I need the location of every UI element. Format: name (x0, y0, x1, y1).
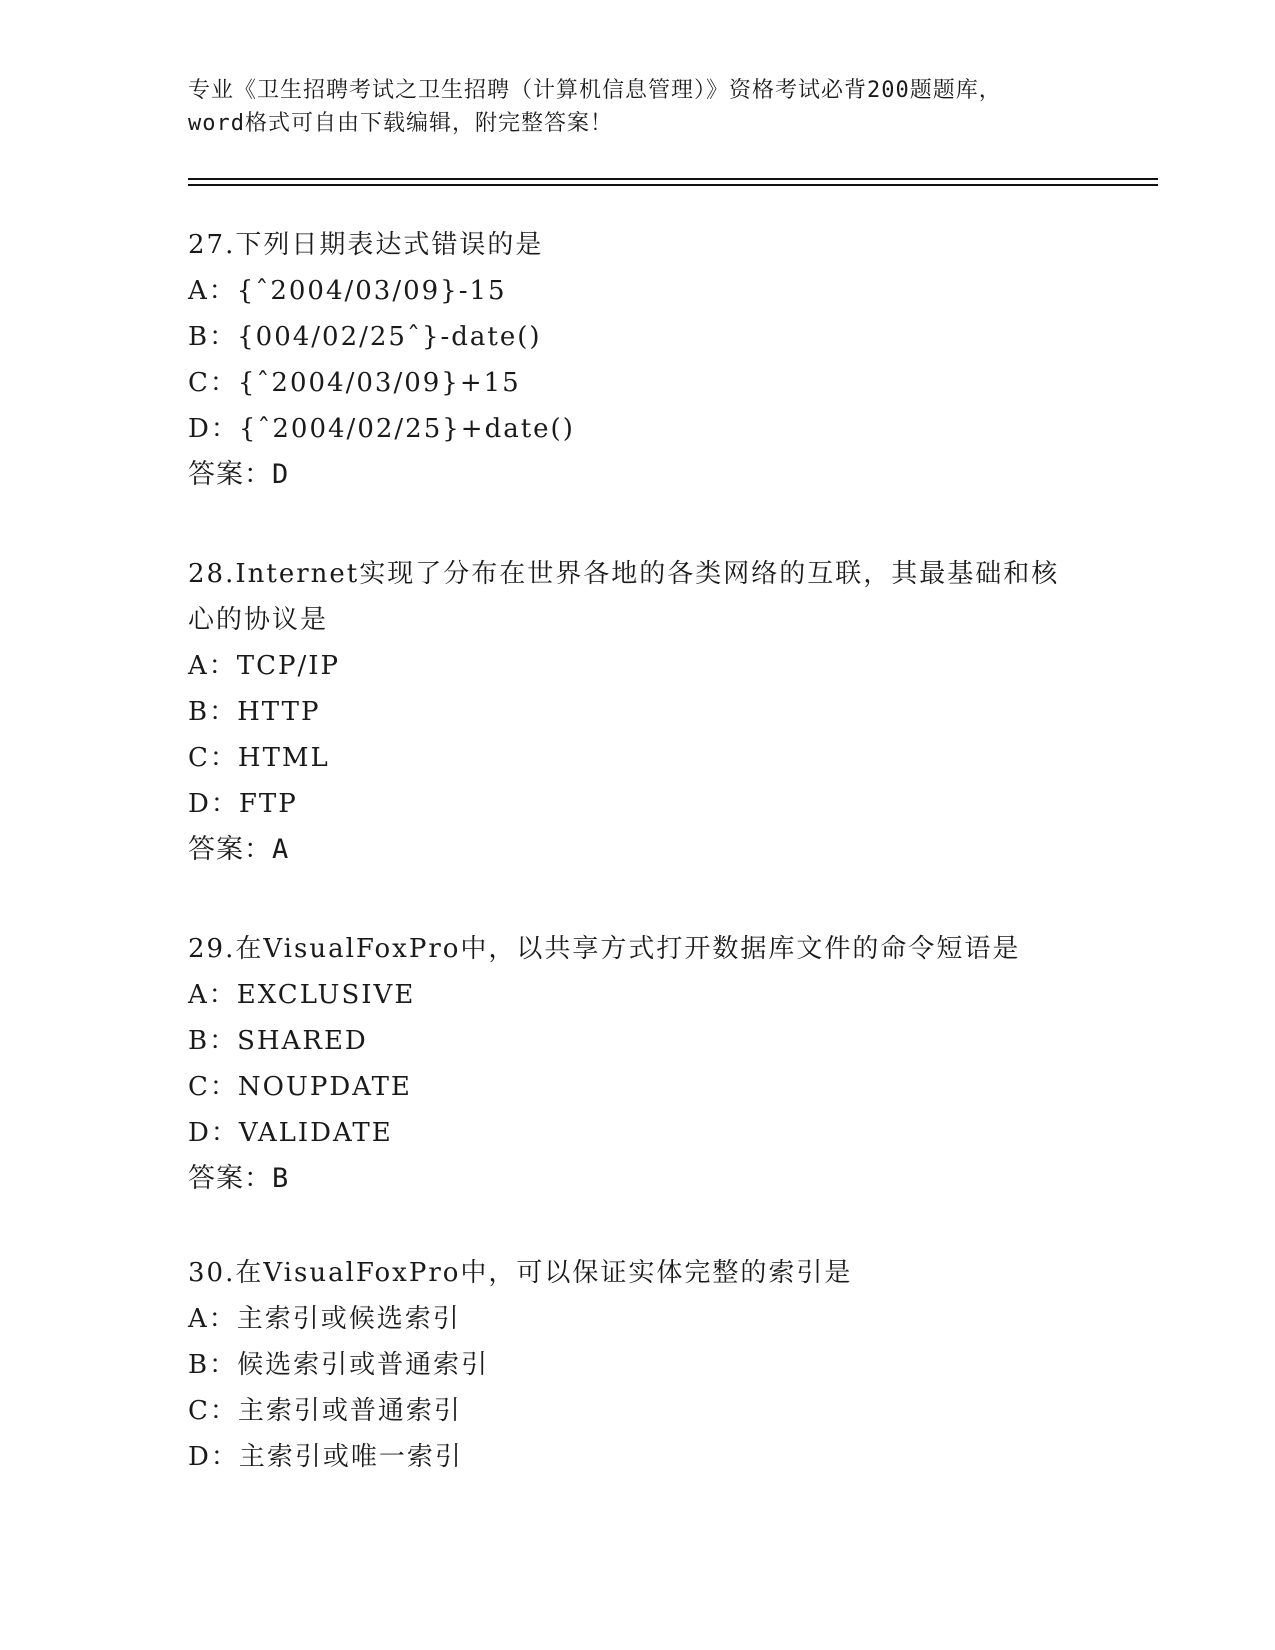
option-a: A：EXCLUSIVE (188, 980, 416, 1010)
question-28 (188, 551, 1088, 873)
option-b: B：SHARED (188, 1026, 368, 1056)
document-header (188, 74, 1088, 140)
option-c: C：{ˆ2004/03/09}+15 (188, 368, 521, 398)
answer-line: 答案：B (188, 1163, 290, 1194)
question-29 (188, 926, 1088, 1202)
question-stem-continued: 心的协议是 (188, 605, 329, 635)
option-a: A：{ˆ2004/03/09}-15 (188, 276, 507, 306)
option-b: B：HTTP (188, 697, 321, 727)
option-a: A：主索引或候选索引 (188, 1304, 461, 1334)
question-stem: 28.Internet实现了分布在世界各地的各类网络的互联，其最基础和核 (188, 559, 1060, 589)
option-d: D：{ˆ2004/02/25}+date() (188, 414, 575, 444)
option-d: D：VALIDATE (188, 1118, 393, 1148)
option-c: C：NOUPDATE (188, 1072, 412, 1102)
header-divider-top (188, 178, 1158, 180)
header-line-1: 专业《卫生招聘考试之卫生招聘（计算机信息管理）》资格考试必背200题题库， (188, 78, 1002, 103)
question-stem: 27.下列日期表达式错误的是 (188, 230, 544, 260)
option-a: A：TCP/IP (188, 651, 341, 681)
answer-line: 答案：D (188, 459, 290, 490)
option-c: C：主索引或普通索引 (188, 1396, 462, 1426)
option-c: C：HTML (188, 743, 330, 773)
header-line-2: word格式可自由下载编辑，附完整答案！ (188, 111, 613, 136)
question-30 (188, 1250, 1088, 1480)
option-d: D：FTP (188, 789, 298, 819)
question-stem: 29.在VisualFoxPro中，以共享方式打开数据库文件的命令短语是 (188, 934, 1021, 964)
question-27 (188, 222, 1088, 498)
header-divider-bottom (188, 184, 1158, 186)
option-d: D：主索引或唯一索引 (188, 1442, 463, 1472)
option-b: B：{004/02/25ˆ}-date() (188, 322, 542, 352)
question-stem: 30.在VisualFoxPro中，可以保证实体完整的索引是 (188, 1258, 853, 1288)
answer-line: 答案：A (188, 834, 290, 865)
option-b: B：候选索引或普通索引 (188, 1350, 490, 1380)
